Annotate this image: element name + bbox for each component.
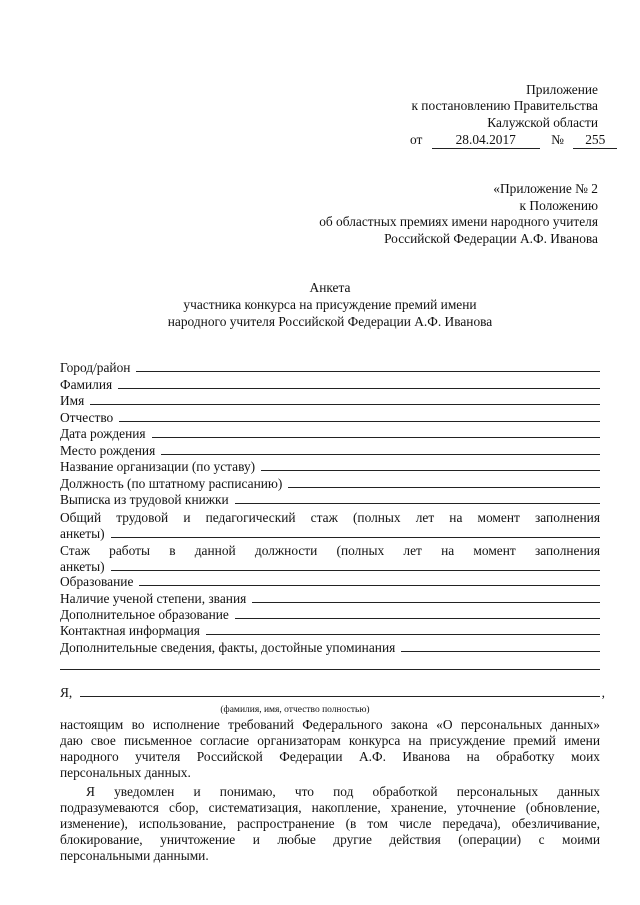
consent-comma: ,: [601, 685, 605, 700]
field-position-experience-label-line1: Стаж работы в данной должности (полных лет на момент заполнения: [60, 543, 600, 558]
title-line2: участника конкурса на присуждение премий имени: [183, 297, 477, 312]
consent-p2-line3: изменение), использование, распространение (в том числе передача), обезличивание,: [60, 816, 600, 831]
field-birth-place[interactable]: [60, 442, 600, 459]
number-value: 255: [573, 132, 617, 149]
consent-p2-line2: подразумеваются сбор, систематизация, накопление, хранение, уточнение (обновление,: [60, 800, 600, 815]
field-work-record[interactable]: [60, 491, 600, 508]
number-label: №: [551, 132, 564, 147]
field-surname-label: Фамилия: [60, 377, 113, 392]
field-birth-date-label: Дата рождения: [60, 426, 146, 441]
date-value: 28.04.2017: [432, 132, 540, 149]
appendix2-line1: «Приложение № 2: [493, 181, 598, 196]
field-name-line[interactable]: [90, 404, 600, 405]
field-birth-place-label: Место рождения: [60, 443, 156, 458]
consent-name-field[interactable]: [60, 684, 605, 701]
field-additional-extra-line[interactable]: [60, 669, 600, 670]
appendix-line3: Калужской области: [487, 115, 598, 130]
field-degree[interactable]: [60, 590, 600, 607]
field-position-experience[interactable]: [60, 543, 600, 575]
consent-p2-line5: персональными данными.: [60, 848, 209, 863]
consent-name-caption: (фамилия, имя, отчество полностью): [220, 705, 370, 715]
field-additional-label: Дополнительные сведения, факты, достойные упоминания: [60, 640, 396, 655]
consent-paragraph-2: [60, 784, 600, 864]
consent-name-line[interactable]: [80, 696, 599, 697]
consent-p1-line1: настоящим во исполнение требований Федерального закона «О персональных данных»: [60, 717, 600, 732]
appendix2-line4: Российской Федерации А.Ф. Иванова: [384, 231, 598, 246]
consent-p2-line1: Я уведомлен и понимаю, что под обработкой персональных данных: [86, 784, 600, 799]
field-degree-line[interactable]: [252, 602, 600, 603]
field-total-experience-label-line2: анкеты): [60, 526, 105, 541]
field-surname-line[interactable]: [118, 388, 600, 389]
field-org-name-label: Название организации (по уставу): [60, 459, 256, 474]
field-education-label: Образование: [60, 574, 134, 589]
field-total-experience[interactable]: [60, 510, 600, 542]
consent-p1-line4: персональных данных.: [60, 765, 191, 780]
field-org-name-line[interactable]: [261, 470, 600, 471]
field-birth-date[interactable]: [60, 425, 600, 442]
field-city[interactable]: [60, 359, 600, 376]
field-additional-line[interactable]: [401, 651, 600, 652]
field-position-label: Должность (по штатному расписанию): [60, 476, 283, 491]
appendix2-line3: об областных премиях имени народного учителя: [319, 214, 598, 229]
appendix-date-line: [410, 132, 610, 149]
field-extra-education-line[interactable]: [235, 618, 600, 619]
field-contact[interactable]: [60, 622, 600, 639]
consent-p1-line2: даю свое письменное согласие организаторам конкурса на присуждение премий имени: [60, 733, 600, 748]
field-degree-label: Наличие ученой степени, звания: [60, 591, 247, 606]
field-patronymic-line[interactable]: [119, 421, 600, 422]
field-education-line[interactable]: [139, 585, 600, 586]
field-total-experience-label-line1: Общий трудовой и педагогический стаж (полных лет на момент заполнения: [60, 510, 600, 525]
field-contact-line[interactable]: [206, 634, 600, 635]
consent-p2-line4: блокирование, уничтожение и любые другие действия (операции) с моими: [60, 832, 600, 847]
field-city-label: Город/район: [60, 360, 131, 375]
field-patronymic-label: Отчество: [60, 410, 114, 425]
field-additional[interactable]: [60, 639, 600, 656]
field-position-experience-line[interactable]: [111, 570, 600, 571]
field-education[interactable]: [60, 573, 600, 590]
field-work-record-line[interactable]: [235, 503, 600, 504]
title-line1: Анкета: [309, 280, 351, 295]
field-city-line[interactable]: [136, 371, 600, 372]
field-birth-date-line[interactable]: [152, 437, 600, 438]
from-label: от: [410, 132, 423, 147]
consent-p1-line3: народного учителя Российской Федерации А.Ф. Иванова на обработку моих: [60, 749, 600, 764]
field-position[interactable]: [60, 475, 600, 492]
appendix2-line2: к Положению: [519, 198, 598, 213]
field-position-experience-label-line2: анкеты): [60, 559, 105, 574]
field-patronymic[interactable]: [60, 409, 600, 426]
field-position-line[interactable]: [288, 487, 600, 488]
field-name[interactable]: [60, 392, 600, 409]
appendix-line2: к постановлению Правительства: [411, 98, 598, 113]
field-org-name[interactable]: [60, 458, 600, 475]
field-surname[interactable]: [60, 376, 600, 393]
field-total-experience-line[interactable]: [111, 537, 600, 538]
field-birth-place-line[interactable]: [161, 454, 600, 455]
field-extra-education-label: Дополнительное образование: [60, 607, 229, 622]
consent-paragraph-1: [60, 717, 600, 781]
field-work-record-label: Выписка из трудовой книжки: [60, 492, 229, 507]
field-contact-label: Контактная информация: [60, 623, 200, 638]
field-name-label: Имя: [60, 393, 85, 408]
field-extra-education[interactable]: [60, 606, 600, 623]
title-line3: народного учителя Российской Федерации А.Ф. Иванова: [167, 314, 493, 329]
appendix-line1: Приложение: [526, 82, 598, 97]
consent-i-label: Я,: [60, 685, 73, 700]
